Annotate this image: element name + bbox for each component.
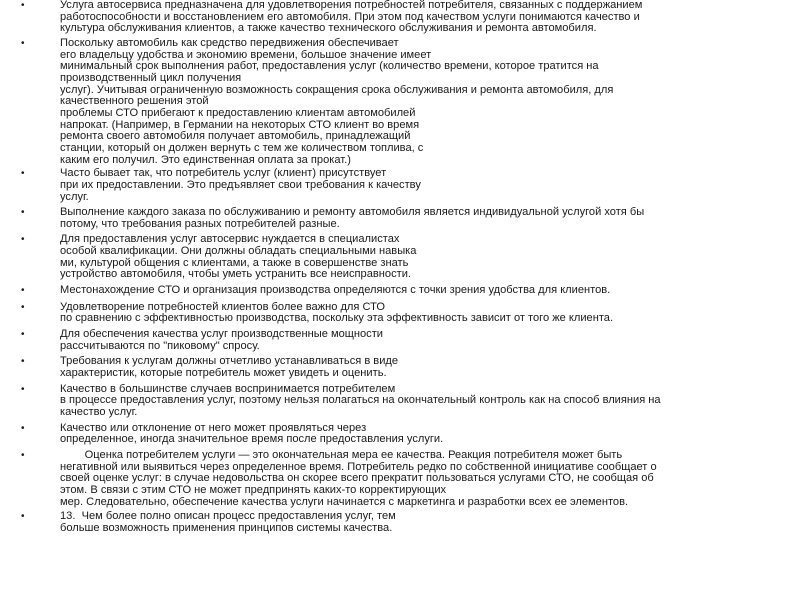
bullet-icon: • [21,0,25,11]
list-item-text: Качество или отклонение от него может проявляться через определенное, иногда значительное время после предоставления услуги. [60,421,444,446]
list-item [0,168,800,203]
list-item-text: Поскольку автомобиль как средство передвижения обеспечивает его владельцу удобства и экономию времени, большое значение имеет минимальный срок выполнения работ, предоставления услуг (количество времени, которое тратится на производственный цикл получения услуг). Учитывая ограниченную возможность сокращения срока обслуживания и ремонта автомобиля, для качественного решения этой проблемы СТО прибегают к предоставлению клиентам автомобилей напрокат. (Например, в Германии на некоторых СТО клиент во время ремонта своего автомобиля получает автомобиль, принадлежащий станции, который он должен вернуть с тем же количеством топлива, с каким его получил. Это единственная оплата за прокат.) [60,36,614,166]
list-item-text: 13. Чем более полно описан процесс предоставления услуг, тем больше возможность применения принципов системы качества. [60,510,396,534]
list-item-text: Качество в большинстве случаев воспринимается потребителем в процессе предоставления услуг, поэтому нельзя полагаться на окончательный контроль как на способ влияния на качество услуг. [60,382,661,418]
list-item-text: Требования к услугам должны отчетливо устанавливаться в виде характеристик, которые потребитель может увидеть и оценить. [60,355,399,380]
list-item [0,207,800,230]
list-item [0,450,800,508]
bullet-icon: • [21,383,25,395]
list-item-text: Местонахождение СТО и организация производства определяются с точки зрения удобства для клиентов. [60,284,611,297]
list-item-text: Выполнение каждого заказа по обслуживанию и ремонту автомобиля является индивидуальной услугой хотя бы потому, что требования разных потребителей разные. [60,206,645,230]
bullet-icon: • [21,207,25,219]
list-item [0,285,800,297]
bullet-icon: • [21,329,25,341]
list-item [0,356,800,379]
list-item-text: Для предоставления услуг автосервис нуждается в специалистах особой квалификации. Они должны обладать специальными навыка ми, культурой общения с клиентами, а также в совершенстве знать устройство автомобиля, чтобы уметь устранить все неисправности. [60,233,417,281]
list-item [0,0,800,35]
list-item-text: Часто бывает так, что потребитель услуг (клиент) присутствует при их предоставлении. Это предъявляет свои требования к качеству услуг. [60,167,421,203]
bullet-icon: • [21,285,25,297]
bullet-icon: • [21,449,25,461]
bullet-icon: • [21,356,25,368]
bullet-icon: • [21,301,25,313]
list-item [0,234,800,281]
list-item-text: Для обеспечения качества услуг производственные мощности рассчитываются по "пиковому" спросу. [60,328,383,352]
bullet-icon: • [21,511,25,523]
list-item [0,38,800,166]
list-item [0,329,800,352]
list-item [0,384,800,419]
list-item [0,302,800,325]
list-item [0,511,800,534]
list-item [0,423,800,446]
list-item-text: Услуга автосервиса предназначена для удовлетворения потребностей потребителя, связанных с поддержанием работоспособности и восстановлением его автомобиля. При этом под качеством услуги понимаются качество и культура обслуживания клиентов, а также качество технического обслуживания и ремонта автомобиля. [60,0,643,35]
bullet-icon: • [21,37,25,49]
list-item-text: Удовлетворение потребностей клиентов более важно для СТО по сравнению с эффективностью производства, поскольку эта эффективность зависит от того же клиента. [60,300,614,325]
bullet-icon: • [21,168,25,180]
bullet-icon: • [21,234,25,246]
bullet-icon: • [21,422,25,434]
list-item-text: Оценка потребителем услуги — это окончательная мера ее качества. Реакция потребителя может быть негативной или выявиться через определенное время. Потребитель редко по собственной инициативе сообщает о своей оценке услуг: в случае недовольства он скорее всего прекратит пользоваться услугами СТО, не сообщая об этом. В связи с этим СТО не может предпринять каких-то корректирующих мер. Следовательно, обеспечение качества услуги начинается с маркетинга и разработки всех ее элементов. [60,448,657,508]
